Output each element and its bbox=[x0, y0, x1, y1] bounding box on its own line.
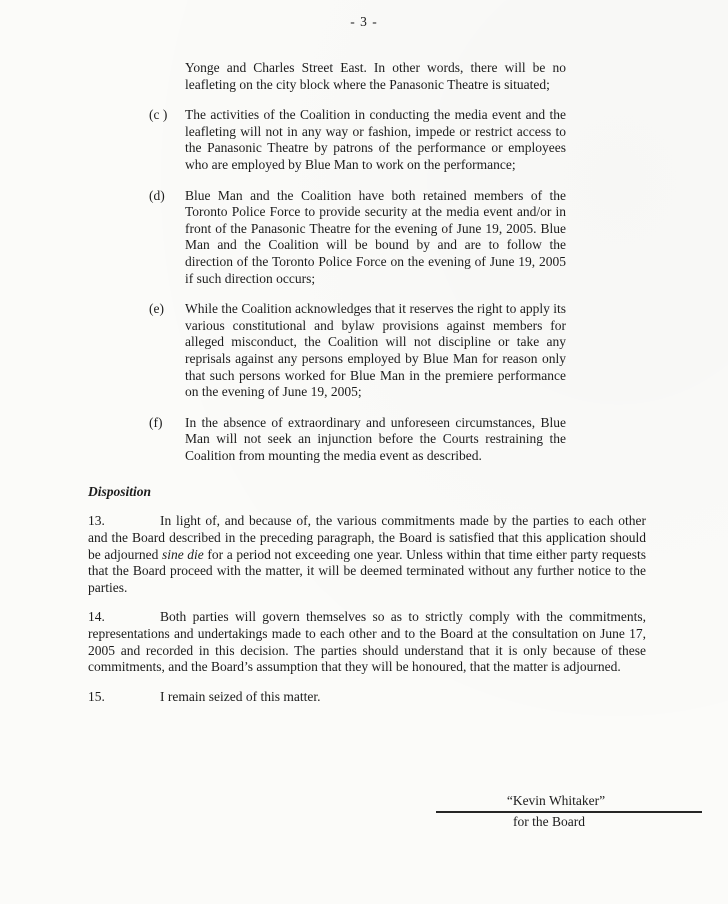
list-item-f bbox=[149, 415, 728, 465]
item-label: (f) bbox=[149, 414, 163, 430]
paragraph-13 bbox=[88, 513, 646, 596]
signature-block bbox=[436, 792, 702, 830]
item-text: While the Coalition acknowledges that it reserves the right to apply its various constitutional and bylaw provisions against members for alleged misconduct, the Coalition will not discipline or take any reprisals against any persons employed by Blue Man for reason only that such persons worked for Blue Man in the premiere performance on the evening of June 19, 2005; bbox=[185, 301, 566, 400]
paragraph-number: 13. bbox=[88, 513, 105, 529]
paragraph-14 bbox=[88, 609, 646, 675]
item-text: In the absence of extraordinary and unforeseen circumstances, Blue Man will not seek an injunction before the Courts restraining the Coalition from mounting the media event as described. bbox=[185, 414, 566, 463]
paragraph-text: for a period not exceeding one year. Unless within that time either party requests that the Board proceed with the matter, it will be deemed terminated without any further notice to the parties. bbox=[88, 546, 646, 595]
item-label: (e) bbox=[149, 301, 164, 317]
paragraph-text: Both parties will govern themselves so as to strictly comply with the commitments, representations and undertakings made to each other and to the Board at the consultation on June 17, 2005 and recorded in this decision. The parties should understand that it is only because of these commitments, and the Board’s assumption that they will be honoured, that the matter is adjourned. bbox=[88, 609, 646, 675]
list-item-e bbox=[149, 301, 728, 401]
lettered-commitments-list bbox=[149, 107, 728, 464]
paragraph-text: I remain seized of this matter. bbox=[160, 688, 321, 704]
item-text: Blue Man and the Coalition have both retained members of the Toronto Police Force to provide security at the media event and/or in front of the Panasonic Theatre for the evening of June 19, 2005. Blue Man and the Coalition will be bound by and are to follow the direction of the Toronto Police Force on the evening of June 19, 2005 if such direction occurs; bbox=[185, 187, 566, 286]
paragraph-number: 14. bbox=[88, 609, 105, 625]
continuation-paragraph: Yonge and Charles Street East. In other words, there will be no leafleting on the city block where the Panasonic Theatre is situated; bbox=[185, 60, 566, 92]
paragraph-15 bbox=[88, 689, 646, 706]
list-item-c bbox=[149, 107, 728, 173]
paragraph-number: 15. bbox=[88, 688, 105, 704]
item-label: (c ) bbox=[149, 107, 168, 123]
page-number: - 3 - bbox=[350, 14, 378, 29]
latin-term-italic: sine die bbox=[161, 546, 204, 562]
signature-name: “Kevin Whitaker” bbox=[436, 792, 702, 813]
list-item-d bbox=[149, 188, 728, 288]
signature-title: for the Board bbox=[513, 814, 585, 829]
section-heading-disposition: Disposition bbox=[88, 484, 152, 500]
paragraph-text: In light of, and because of, the various commitments made by the parties to each other and the Board described in the preceding paragraph, the Board is satisfied that this application should be adjourned bbox=[88, 513, 646, 562]
item-text: The activities of the Coalition in conducting the media event and the leafleting will not in any way or fashion, impede or restrict access to the Panasonic Theatre by patrons of the performance or employees who are employed by Blue Man to work on the performance; bbox=[185, 107, 566, 172]
item-label: (d) bbox=[149, 187, 165, 203]
